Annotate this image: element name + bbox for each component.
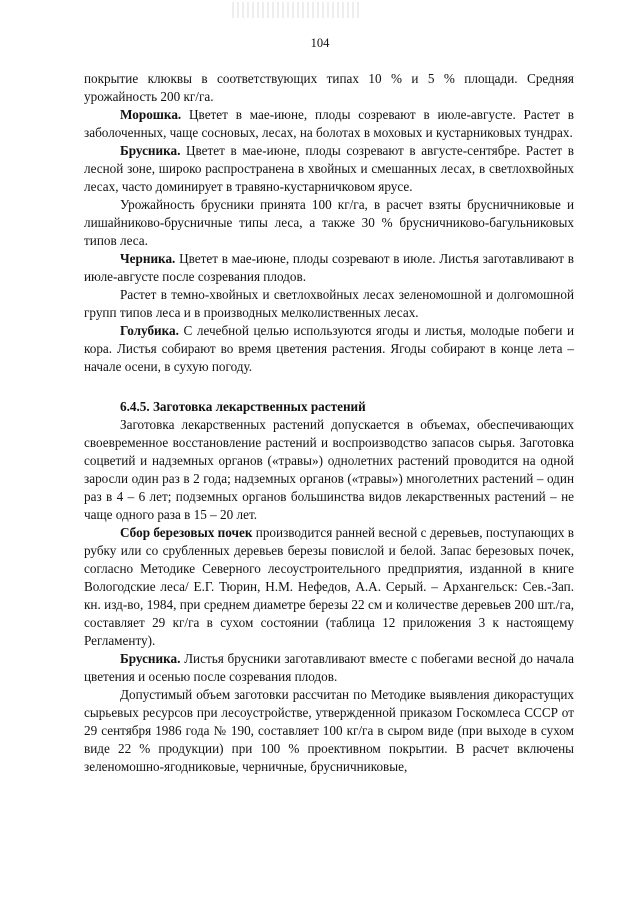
paragraph [84, 322, 574, 376]
paragraph-text: Заготовка лекарственных растений допускается в объемах, обеспечивающих своевременное восстановление растений и воспроизводство запасов сырья. Заготовка соцветий и надземных органов («травы») однолетних растений проводится на одной заросли один раз в 2 года; надземных органов («травы») многолетних растений – один раз в 4 – 6 лет; подземных органов большинства видов лекарственных растений – не чаще одного раза в 15 – 20 лет. [84, 417, 574, 522]
paragraph [84, 524, 574, 650]
paragraph-lead: Брусника. [120, 143, 181, 158]
paragraph [84, 250, 574, 286]
paragraph [84, 106, 574, 142]
paragraph [84, 286, 574, 322]
page-number: 104 [310, 36, 330, 50]
paragraph-text: Цветет в мае-июне, плоды созревают в августе-сентябре. Растет в лесной зоне, широко распространена в хвойных и смешанных лесах, в светлохвойных лесах, часто доминирует в травяно-кустарничковом ярусе. [84, 143, 574, 194]
paragraph-group-section [84, 416, 574, 776]
paragraph-text: Цветет в мае-июне, плоды созревают в июле-августе. Растет в заболоченных, чаще сосновых, лесах, на болотах в моховых и кустарниковых тундрах. [84, 107, 574, 140]
section-heading: 6.4.5. Заготовка лекарственных растений [120, 399, 366, 414]
paragraph [84, 196, 574, 250]
paragraph-lead: Черника. [120, 251, 176, 266]
paragraph-lead: Брусника. [120, 651, 181, 666]
page-body [84, 70, 574, 776]
paragraph [84, 142, 574, 196]
paragraph [84, 416, 574, 524]
paragraph-group-top [84, 70, 574, 376]
paragraph-text: Растет в темно-хвойных и светлохвойных лесах зеленомошной и долгомошной групп типов леса и в производных мелколиственных лесах. [84, 287, 574, 320]
scan-artifact [232, 2, 362, 18]
paragraph-text: Листья брусники заготавливают вместе с побегами весной до начала цветения и осенью после созревания плодов. [84, 651, 574, 684]
paragraph [84, 686, 574, 776]
paragraph-text: Допустимый объем заготовки рассчитан по Методике выявления дикорастущих сырьевых ресурсов при лесоустройстве, утвержденной приказом Госкомлеса СССР от 29 сентября 1986 года № 190, составляет 100 кг/га в сыром виде (при выходе в сухом виде 22 % продукции) при 100 % проективном покрытии. В расчет включены зеленомошно-ягодниковые, черничные, брусничниковые, [84, 687, 574, 774]
paragraph-text: Цветет в мае-июне, плоды созревают в июле. Листья заготавливают в июле-августе после созревания плодов. [84, 251, 574, 284]
paragraph-text: С лечебной целью используются ягоды и листья, молодые побеги и кора. Листья собирают во время цветения растения. Ягоды собирают в конце лета – начале осени, в сухую погоду. [84, 323, 574, 374]
paragraph [84, 650, 574, 686]
paragraph-lead: Морошка. [120, 107, 182, 122]
paragraph-text: покрытие клюквы в соответствующих типах 10 % и 5 % площади. Средняя урожайность 200 кг/га. [84, 71, 574, 104]
paragraph-lead: Сбор березовых почек [120, 525, 253, 540]
paragraph-text: Урожайность брусники принята 100 кг/га, в расчет взяты брусничниковые и лишайниково-брусничные типы леса, а также 30 % брусничниково-багульниковых типов леса. [84, 197, 574, 248]
paragraph [84, 70, 574, 106]
paragraph-lead: Голубика. [120, 323, 179, 338]
paragraph-text: производится ранней весной с деревьев, поступающих в рубку или со срубленных деревьев березы повислой и белой. Запас березовых почек, согласно Методике Северного лесоустроительного предприятия, изданной в книге Вологодские леса/ Е.Г. Тюрин, Н.М. Нефедов, А.А. Серый. – Архангельск: Сев.-Зап. кн. изд-во, 1984, при среднем диаметре березы 22 см и количестве деревьев 200 шт./га, составляет 29 кг/га в сухом состоянии (таблица 12 приложения 3 к настоящему Регламенту). [84, 525, 574, 648]
